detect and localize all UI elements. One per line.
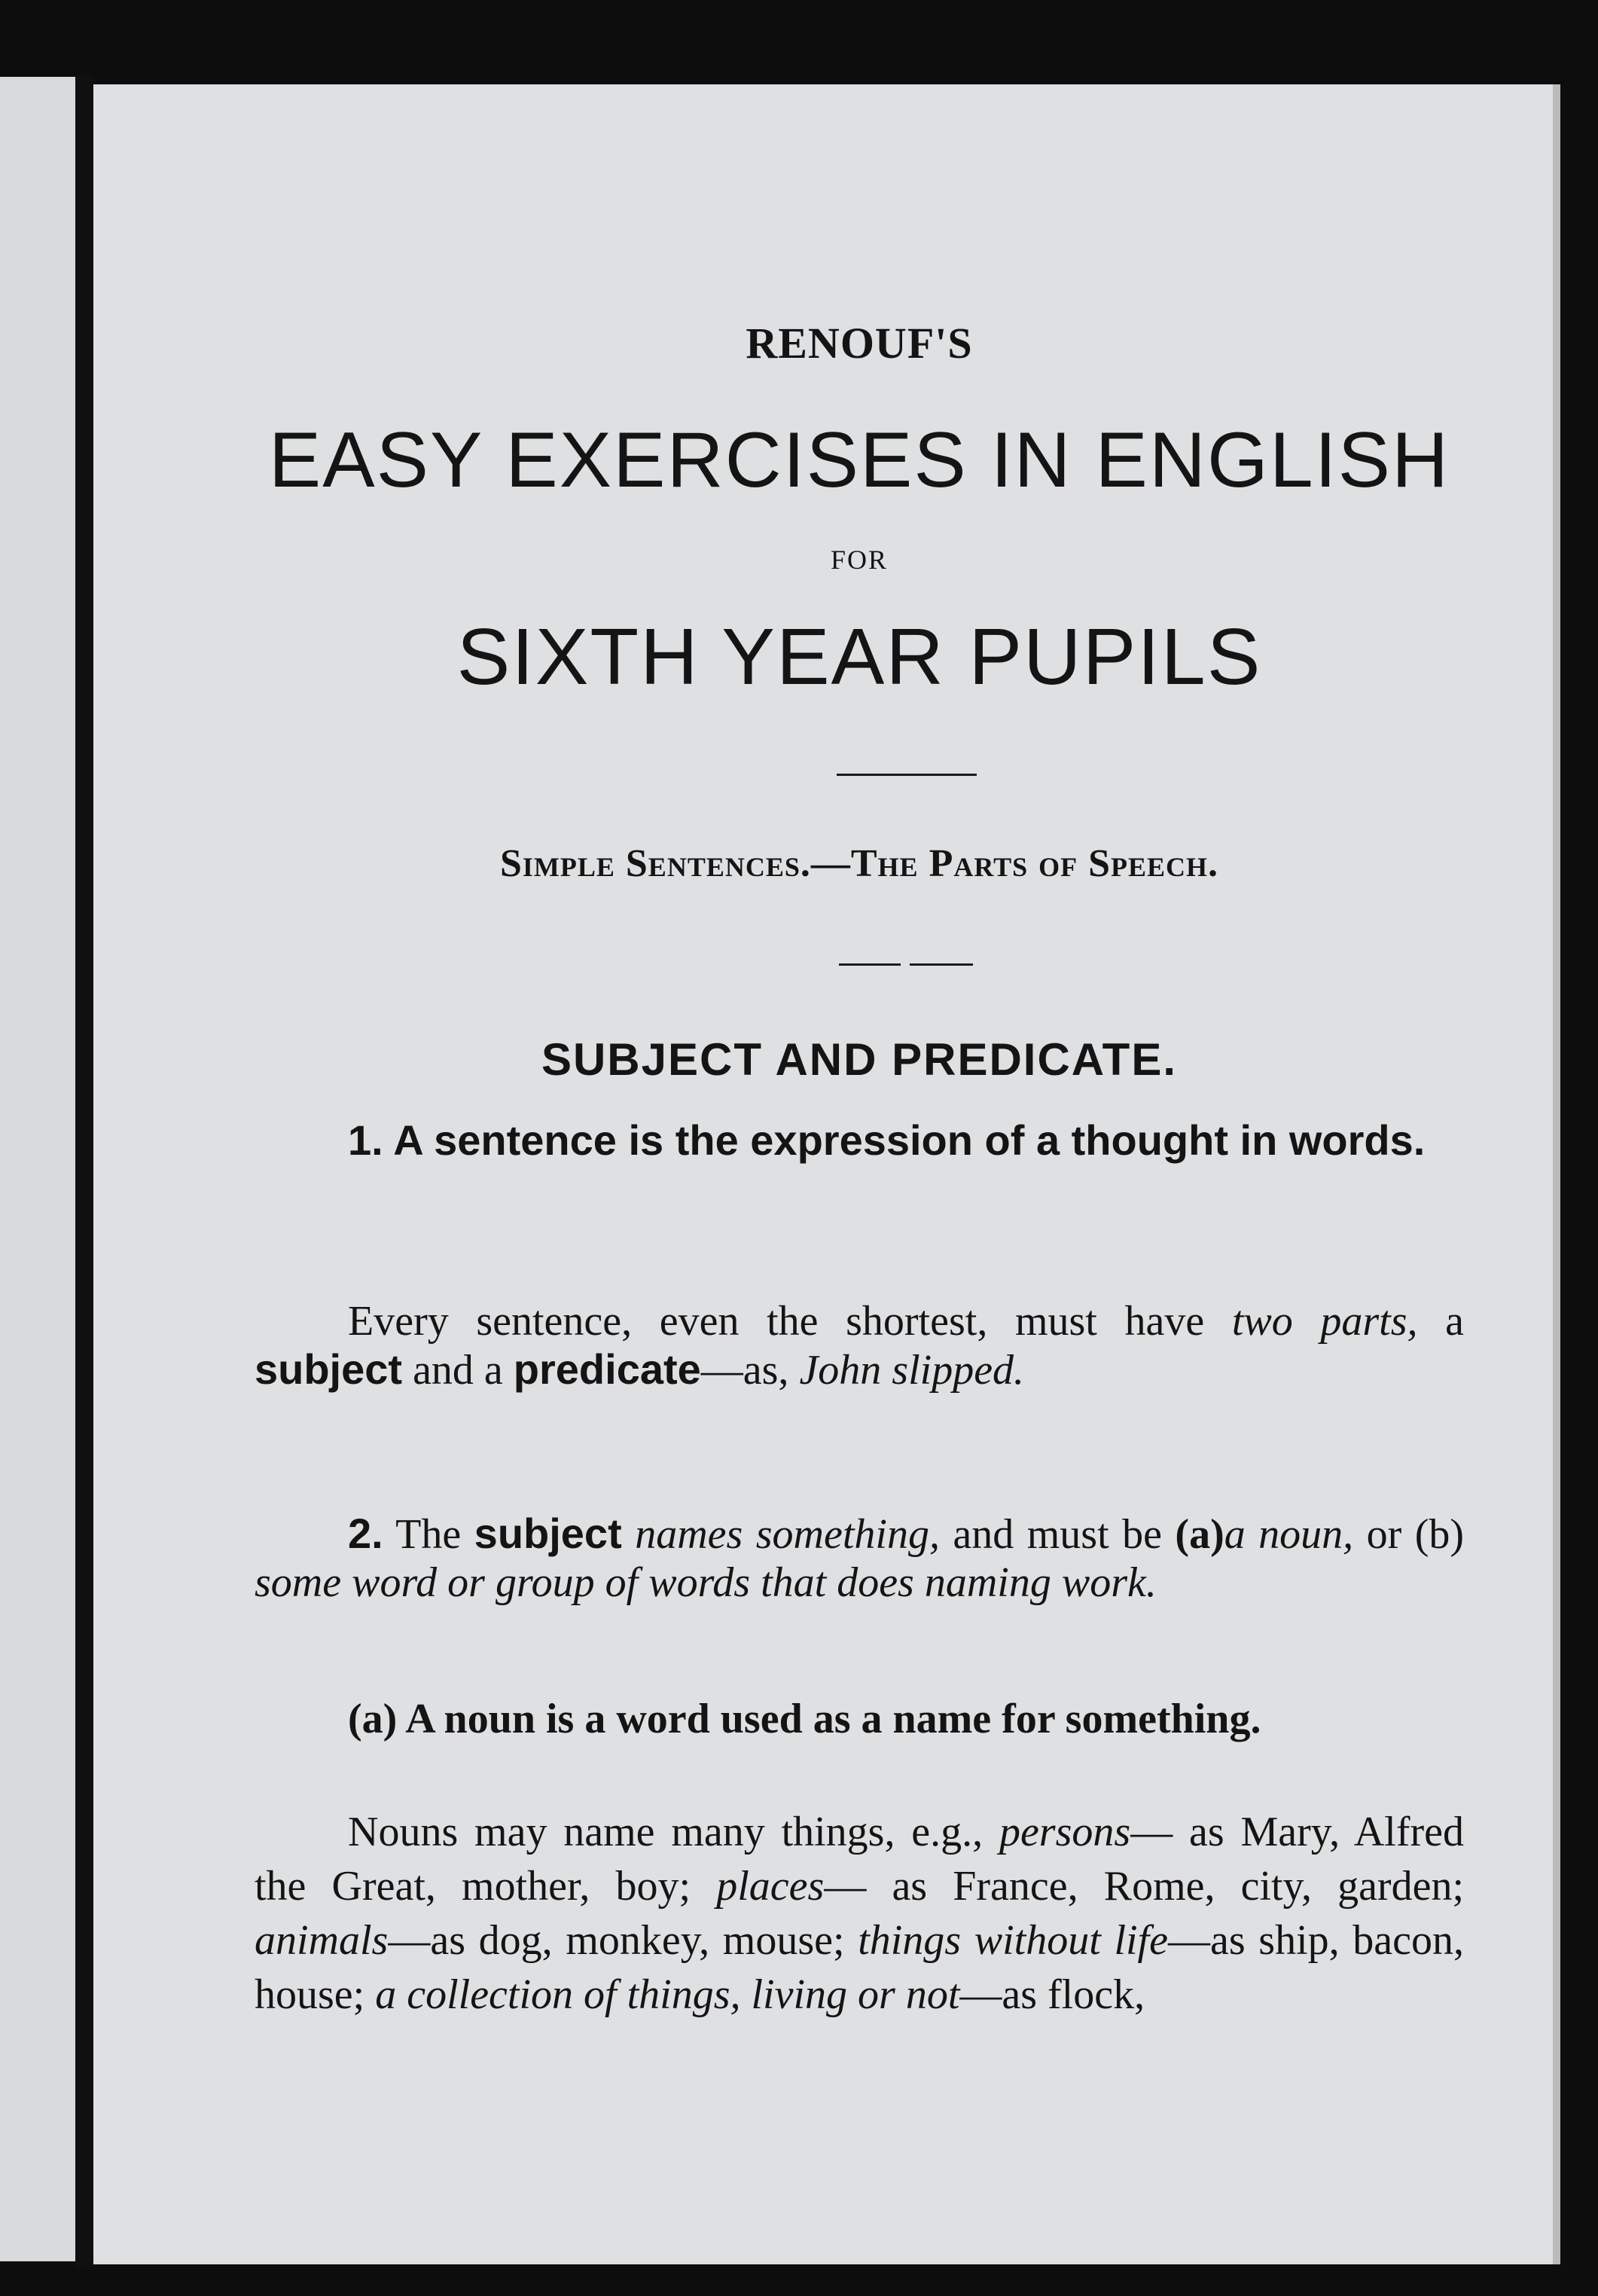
text-run: and a (402, 1347, 514, 1394)
book-subtitle: SIXTH YEAR PUPILS (456, 612, 1262, 701)
text-run: —as dog, monkey, mouse; (388, 1917, 858, 1964)
divider-rule-double (910, 963, 973, 966)
text-run: Nouns may name many things, e.g., (348, 1809, 999, 1855)
text-run-italic: things without life (858, 1917, 1168, 1964)
author-line: RENOUF'S (746, 319, 973, 368)
term-predicate: predicate (513, 1345, 701, 1393)
for-line: FOR (830, 545, 889, 575)
divider-rule-double (839, 963, 901, 966)
rule-text: A sentence is the expression of a thought in words. (393, 1116, 1426, 1164)
text-run: — as France, Rome, city, garden; (824, 1863, 1464, 1910)
text-run-italic: animals (255, 1917, 389, 1964)
term-subject: subject (255, 1345, 403, 1393)
text-run-italic: a collection of things, living or not (375, 1971, 960, 2018)
previous-page-edge (0, 77, 75, 2261)
rule-1 (255, 1116, 1464, 1165)
paragraph-nouns (255, 1805, 1464, 2022)
text-run: or (1353, 1511, 1415, 1558)
text-run (622, 1511, 635, 1558)
text-run-italic: places (716, 1863, 825, 1910)
page-edge-shadow (1553, 84, 1560, 2264)
rule-2 (255, 1510, 1464, 1607)
rule-number: 2. (348, 1510, 383, 1557)
text-run-italic: two parts, (1231, 1298, 1418, 1345)
book-page (93, 84, 1553, 2264)
text-run-italic: persons (999, 1809, 1131, 1855)
text-run-italic: a noun, (1224, 1511, 1354, 1558)
chapter-heading: SUBJECT AND PREDICATE. (541, 1034, 1178, 1085)
text-run: — as Mary, Alfred the Great, mother, boy; (255, 1809, 1464, 1910)
book-title: EASY EXERCISES IN ENGLISH (268, 417, 1450, 504)
label-a: (a) (348, 1696, 398, 1742)
section-heading: Simple Sentences.—The Parts of Speech. (499, 842, 1219, 885)
text-run: and must be (939, 1511, 1176, 1558)
text-run: The (383, 1511, 474, 1558)
book-gutter (75, 75, 93, 2267)
rule-text: A noun is a word used as a name for something. (397, 1696, 1261, 1742)
label-a: (a) (1175, 1511, 1224, 1558)
rule-number: 1. (348, 1116, 383, 1164)
text-run: —as ship, bacon, house; (255, 1917, 1464, 2018)
rule-2a (255, 1695, 1464, 1743)
text-run-italic: names something, (635, 1511, 940, 1558)
text-run: —as, (700, 1347, 800, 1394)
text-run-italic: some word or group of words that does naming work. (255, 1559, 1157, 1606)
term-subject: subject (474, 1510, 622, 1557)
text-run: Every sentence, even the shortest, must have (348, 1298, 1232, 1345)
label-b: (b) (1414, 1511, 1465, 1558)
divider-rule (837, 774, 977, 776)
example-italic: John slipped. (799, 1347, 1025, 1394)
paragraph-parts (255, 1297, 1464, 1394)
text-run: —as flock, (959, 1971, 1145, 2018)
text-run: a (1417, 1298, 1464, 1345)
